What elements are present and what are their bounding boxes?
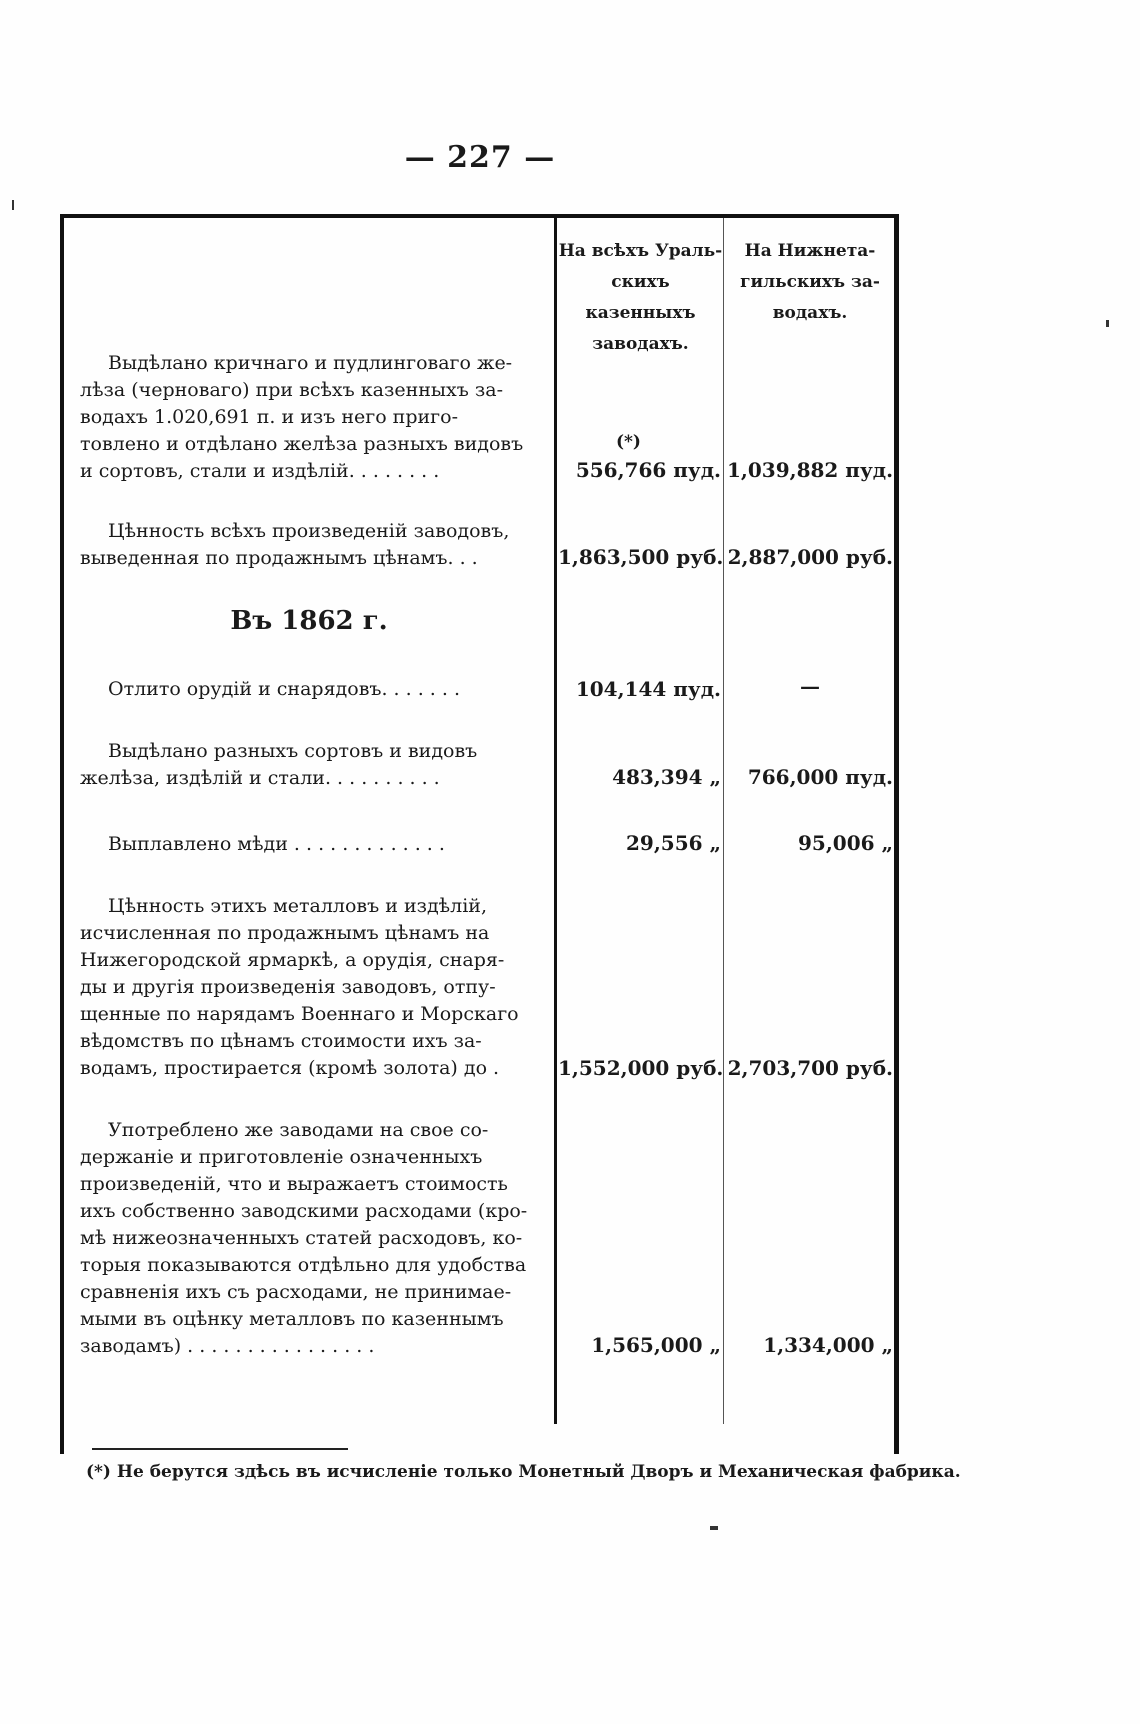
table-row-description: Выдѣлано разныхъ сортовъ и видовъ желѣза, издѣлій и стали. . . . . . . . . . — [80, 740, 478, 789]
page-number: — 227 — — [404, 140, 556, 175]
value-ural: 1,565,000 „ — [591, 1333, 721, 1357]
print-speck — [12, 200, 14, 210]
table-row-description: Цѣнность всѣхъ произведеній заводовъ, выведенная по продажнымъ цѣнамъ. . . — [80, 520, 510, 569]
value-tagil: 1,039,882 пуд. — [727, 458, 894, 482]
value-ural: 29,556 „ — [625, 831, 721, 855]
value-tagil: 2,703,700 руб. — [727, 1056, 893, 1080]
table-row-description: Выплавлено мѣди . . . . . . . . . . . . . — [108, 833, 445, 855]
value-ural: 104,144 пуд. — [575, 677, 721, 701]
footnote-rule — [92, 1448, 348, 1450]
value-tagil: 766,000 пуд. — [747, 765, 893, 789]
table-left-border — [60, 214, 64, 1454]
footnote-marker: (*) — [616, 432, 641, 452]
table-row-description: Употреблено же заводами на свое со- держаніе и приготовленіе означенныхъ произведеній, что и выражаетъ стоимость ихъ собственно заводскими расходами (кро- мѣ нижеозначенныхъ статей расходовъ, ко- торыя показываются отдѣльно для удобства сравненія ихъ съ расходами, не принимае- мыми въ оцѣнку металловъ по казеннымъ заводамъ) . . . . . . . . . . . . . . . . — [80, 1119, 528, 1357]
table-top-border — [60, 214, 898, 218]
print-speck — [1106, 320, 1109, 327]
value-tagil: 1,334,000 „ — [763, 1333, 893, 1357]
value-tagil: 2,887,000 руб. — [727, 545, 893, 569]
column-header-ural: На всѣхъ Ураль- скихъ казенныхъ заводахъ. — [558, 241, 723, 354]
column-divider-ural — [554, 218, 557, 1424]
value-ural: 1,552,000 руб. — [558, 1056, 724, 1080]
column-divider-tagil — [723, 218, 724, 1424]
print-speck — [710, 1526, 718, 1530]
value-ural: 556,766 пуд. — [575, 458, 721, 482]
table-row-description: Отлито орудій и снарядовъ. . . . . . . — [108, 678, 460, 700]
table-right-border — [894, 214, 899, 1454]
footnote: (*) Не берутся здѣсь въ исчисленіе только Монетный Дворъ и Механическая фабрика. — [86, 1462, 961, 1482]
table-row-description: Цѣнность этихъ металловъ и издѣлій, исчисленная по продажнымъ цѣнамъ на Нижегородской ярмаркѣ, а орудія, снаря- ды и другія произведенія заводовъ, отпу- щенные по нарядамъ Военнаго и Морскаго вѣдомствъ по цѣнамъ стоимости ихъ за- водамъ, простирается (кромѣ золота) до . — [80, 895, 519, 1079]
section-heading-1862: Въ 1862 г. — [230, 606, 388, 636]
value-ural: 483,394 „ — [612, 765, 721, 789]
value-tagil: 95,006 „ — [797, 831, 893, 855]
table-row-description: Выдѣлано кричнаго и пудлинговаго же- лѣза (черноваго) при всѣхъ казенныхъ за- водахъ 1.020,691 п. и изъ него приго- товлено и отдѣлано желѣза разныхъ видовъ и сортовъ, стали и издѣлій. . . . . . . . — [80, 352, 524, 482]
value-ural: 1,863,500 руб. — [558, 545, 724, 569]
value-tagil: — — [800, 674, 820, 698]
column-header-tagil: На Нижнета- гильскихъ за- водахъ. — [740, 241, 880, 323]
